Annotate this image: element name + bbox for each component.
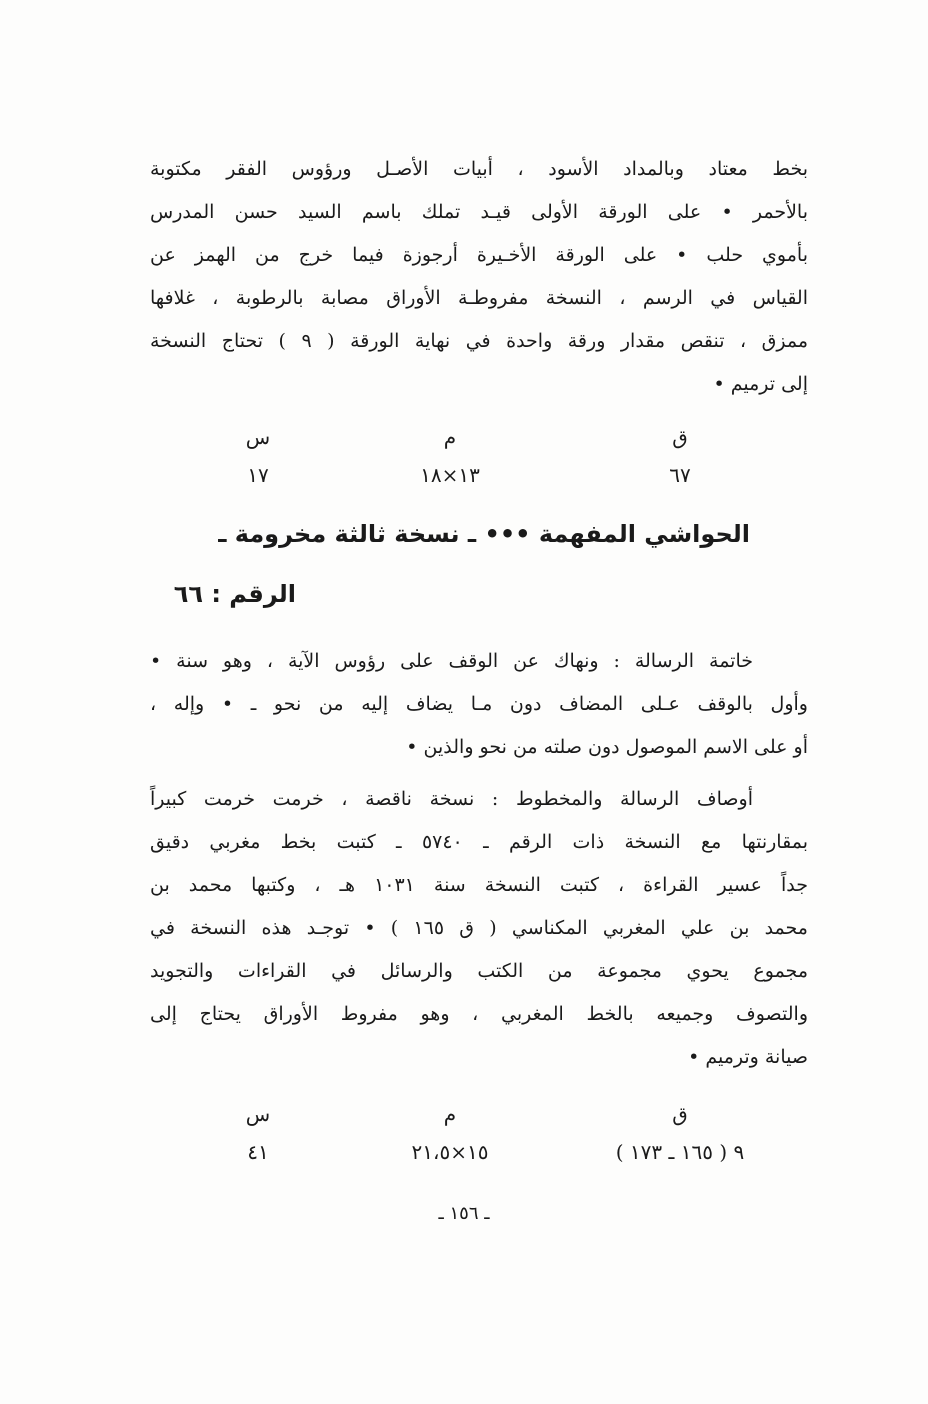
label-size: م (443, 1102, 457, 1126)
stats-labels-row (150, 418, 808, 456)
text-line: بالأحمر • على الورقة الأولى قيـد تملك باسم السيد حسن المدرس (150, 201, 808, 223)
manuscript-stats-table-1 (150, 418, 808, 494)
text-line: مجموع يحوي مجموعة من الكتب والرسائل في القراءات والتجويد (150, 960, 808, 982)
paragraph-epistle-ending (150, 640, 808, 769)
text-line: أوصاف الرسالة والمخطوط : نسخة ناقصة ، خرمت خرمت كبيراً (150, 788, 753, 810)
label-pages: ق (672, 1102, 688, 1126)
text-line: أو على الاسم الموصول دون صلته من نحو والذين • (406, 736, 808, 758)
value-pages: ٦٧ (669, 463, 691, 487)
record-number-heading: الرقم : ٦٦ (173, 580, 296, 608)
label-lines: س (245, 1102, 271, 1126)
text-line: بخط معتاد وبالمداد الأسود ، أبيات الأصـل ورؤوس الفقر مكتوبة (150, 158, 808, 180)
paragraph-manuscript-description-66 (150, 778, 808, 1079)
value-size: ١٥×٢١،٥ (411, 1140, 489, 1164)
value-size: ١٣×١٨ (420, 463, 480, 487)
text-line: ممزق ، تنقص مقدار ورقة واحدة في نهاية الورقة ( ٩ ) تحتاج النسخة (150, 330, 808, 352)
manuscript-stats-table-2 (150, 1095, 808, 1171)
text-line: جداً عسير القراءة ، كتبت النسخة سنة ١٠٣١ هـ ، وكتبها محمد بن (150, 874, 808, 896)
text-line: والتصوف وجميعه بالخط المغربي ، وهو مفروط الأوراق يحتاج إلى (150, 1003, 808, 1025)
text-line: بمقارنتها مع النسخة ذات الرقم ـ ٥٧٤٠ ـ كتبت بخط مغربي دقيق (150, 831, 808, 853)
page-number: ـ ١٥٦ ـ (438, 1203, 490, 1224)
text-line: محمد بن علي المغربي المكناسي ( ق ١٦٥ ) • توجـد هذه النسخة في (150, 917, 808, 939)
paragraph-manuscript-description-65 (150, 148, 808, 406)
section-heading: الحواشي المفهمة ••• ـ نسخة ثالثة مخرومة ـ (218, 520, 750, 548)
text-line: القياس في الرسم ، النسخة مفروطـة الأوراق مصابة بالرطوبة ، غلافها (150, 287, 808, 309)
stats-labels-row (150, 1095, 808, 1133)
label-lines: س (245, 425, 271, 449)
value-lines: ١٧ (247, 463, 269, 487)
text-line: بأموي حلب • على الورقة الأخـيرة أرجوزة فيما خرج من الهمز عن (150, 244, 808, 266)
text-line: وأول بالوقف عـلى المضاف دون مـا يضاف إليه من نحو ـ • وإله ، (150, 693, 808, 715)
text-line: إلى ترميم • (713, 373, 808, 395)
text-line: خاتمة الرسالة : ونهاك عن الوقف على رؤوس الآية ، وهو سنة • (150, 650, 753, 672)
stats-values-row (150, 456, 808, 494)
label-size: م (443, 425, 457, 449)
stats-values-row (150, 1133, 808, 1171)
value-pages: ٩ ( ١٦٥ ـ ١٧٣ ) (615, 1140, 745, 1164)
value-lines: ٤١ (247, 1140, 269, 1164)
text-line: صيانة وترميم • (688, 1046, 808, 1068)
label-pages: ق (672, 425, 688, 449)
